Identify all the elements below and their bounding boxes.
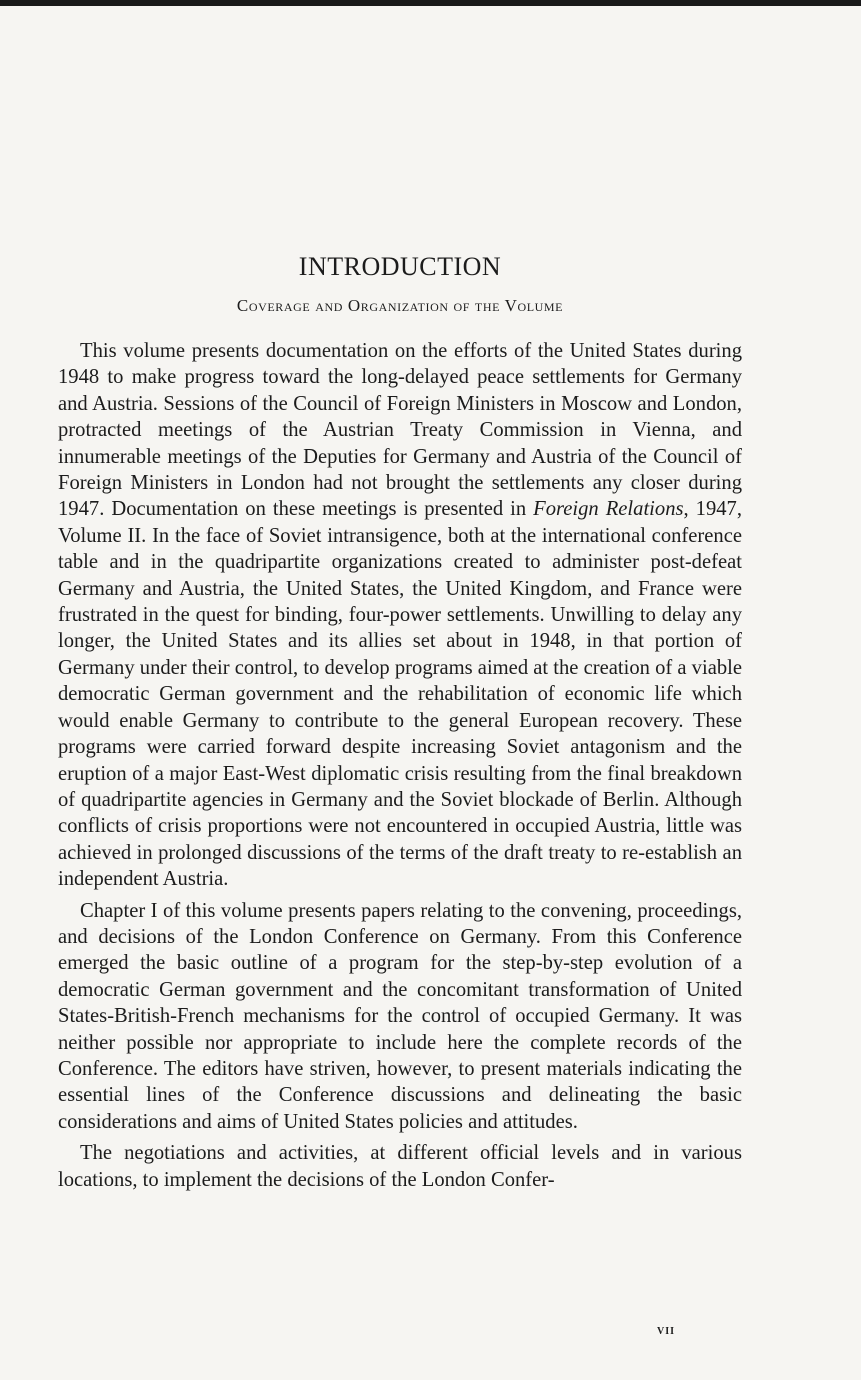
publication-title: Foreign Relations — [533, 498, 684, 521]
top-page-edge — [0, 0, 861, 6]
paragraph-3: The negotiations and activities, at different official levels and in various locations, to implement the decisions of the London Confer- — [58, 1142, 742, 1191]
paragraph-1-text-a: This volume presents documentation on the efforts of the United States during 1948 to make progress toward the long-delayed peace settlements for Germany and Austria. Sessions of the Council of Foreign Ministers in Moscow and London, protracted meetings of the Austrian Treaty Commission in Vienna, and innumerable meetings of the Deputies for Germany and Austria of the Council of Foreign Ministers in London had not brought the settlements any closer during 1947. Documentation on these meetings is presented in — [58, 340, 742, 521]
document-page — [58, 252, 742, 1198]
paragraph-1-text-b: , 1947, Volume II. In the face of Soviet intransigence, both at the international conference table and in the quadripartite organizations created to administer post-defeat Germany and Austria, the United States, the United Kingdom, and France were frustrated in the quest for binding, four-power settlements. Unwilling to delay any longer, the United States and its allies set about in 1948, in that portion of Germany under their control, to develop programs aimed at the creation of a viable democratic German government and the rehabilitation of economic life which would enable Germany to contribute to the general European recovery. These programs were carried forward despite increasing Soviet antagonism and the eruption of a major East-West diplomatic crisis resulting from the final breakdown of quadripartite agencies in Germany and the Soviet blockade of Berlin. Although conflicts of crisis proportions were not encountered in occupied Austria, little was achieved in prolonged discussions of the terms of the draft treaty to re-establish an independent Austria. — [58, 498, 742, 891]
section-subtitle: Coverage and Organization of the Volume — [236, 296, 564, 315]
paragraph-1 — [58, 338, 742, 893]
page-title: INTRODUCTION — [298, 252, 502, 281]
paragraph-2: Chapter I of this volume presents papers relating to the convening, proceedings, and decisions of the London Conference on Germany. From this Conference emerged the basic outline of a program for the step-by-step evolution of a democratic German government and the concomitant transformation of United States-British-French mechanisms for the control of occupied Germany. It was neither possible nor appropriate to include here the complete records of the Conference. The editors have striven, however, to present materials indicating the essential lines of the Conference discussions and delineating the basic considerations and aims of United States policies and attitudes. — [58, 899, 742, 1133]
page-number: vii — [656, 1323, 675, 1338]
